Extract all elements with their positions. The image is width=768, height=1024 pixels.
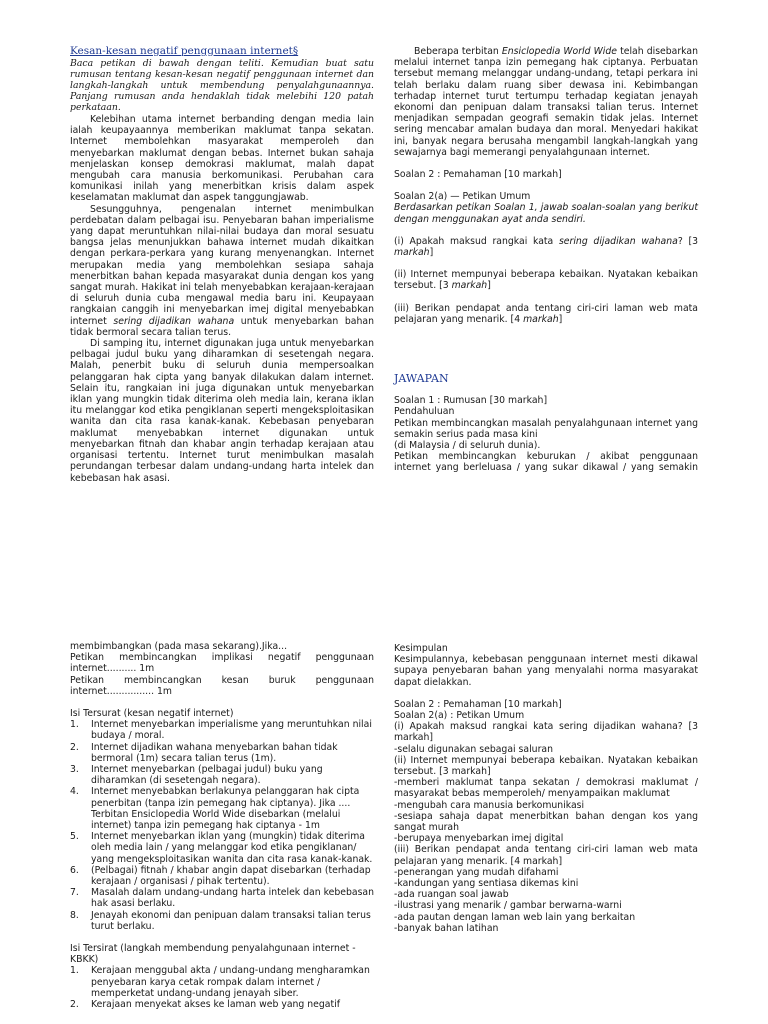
answer-iii-point: -banyak bahan latihan [394,922,499,934]
passage-continuation-column [394,46,698,474]
implicit-points-list [70,965,374,1010]
answer-iii-point: -ada pautan dengan laman web lain yang berkaitan [394,911,636,923]
list-item: 4. Internet menyebabkan berlakunya pelanggaran hak cipta penerbitan (tanpa izin pemegang hak ciptanya). Jika .... Terbitan Ensiclopedia World Wide disebarkan (melalui internet) tanpa izin pemegang hak ciptanya - 1m [70,786,360,832]
answer-column-left [70,641,374,1010]
list-item: 1. Kerajaan menggubal akta / undang-undang mengharamkan penyebaran karya cetak rompak dalam internet / memperketat undang-undang jenayah siber. [70,965,370,999]
introduction-point-3: Petikan membincangkan keburukan / akibat penggunaan internet yang berleluasa / yang sukar dikawal / yang semakin [394,451,698,474]
question-1-heading: Soalan 1 : Rumusan [30 markah] [394,395,548,407]
passage-column [70,45,374,484]
list-item: 5. Internet menyebarkan iklan yang (mungkin) tidak diterima oleh media lain / yang melanggar kod etika pengiklanan/ yang mengeksploitasikan wanita dan cita rasa kanak-kanak. [70,831,373,865]
conclusion-text: Kesimpulannya, kebebasan penggunaan internet mesti dikawal supaya penyebaran bahan yang menyalahi norma masyarakat dapat dielakkan. [394,654,698,688]
answer-ii-point: -berupaya menyebarkan imej digital [394,833,564,845]
answers-heading: JAWAPAN [394,372,449,386]
passage-paragraph-2: Sesungguhnya, pengenalan internet menimbulkan perdebatan dalam pelbagai isu. Penyebaran bahan imperialisme yang dapat meruntuhkan nilai-nilai budaya dan moral sesuatu bangsa jelas menunjukkan bahawa internet mudah dikaitkan dengan perkara-perkara yang kurang menyenangkan. Internet merupakan media yang membolehkan sesiapa sahaja menerbitkan bahan kepada masyarakat dunia dengan kos yang sangat murah. Hakikat ini telah menyebabkan kerajaan-kerajaan di seluruh dunia cuba mengawal media baru ini. Keupayaan rangkaian canggih ini menyebarkan imej digital menyebabkan internet sering dijadikan wahana untuk menyebarkan bahan tidak bermoral secara talian terus. [70,203,374,338]
list-item: 2. Kerajaan menyekat akses ke laman web yang negatif [70,999,340,1011]
passage-paragraph-4: Beberapa terbitan Ensiclopedia World Wide telah disebarkan melalui internet tanpa izin pemegang hak ciptanya. Perbuatan tersebut memang melanggar undang-undang, tetapi perkara ini telah berlaku dalam ruang siber dewasa ini. Kebimbangan terhadap internet turut tertumpu terhadap kegiatan jenayah ekonomi dan penipuan dalam transaksi talian terus. Internet menjadikan sempadan geografi semakin tidak jelas. Internet sering mencabar amalan budaya dan moral. Menyedari hakikat ini, banyak negara berusaha mengambil langkah-langkah yang sewajarnya bagi memerangi penyalahgunaan internet. [394,46,698,158]
introduction-point-2: (di Malaysia / di seluruh dunia). [394,440,541,452]
answer-line-1-end: internet.......... 1m [70,663,155,675]
question-2a-instruction: Berdasarkan petikan Soalan 1, jawab soalan-soalan yang berikut dengan menggunakan ayat anda sendiri. [394,202,698,225]
answer-ii-point: -sesiapa sahaja dapat menerbitkan bahan dengan kos yang sangat murah [394,810,698,834]
introduction-heading: Pendahuluan [394,406,455,418]
answer-i-point: -selalu digunakan sebagai saluran [394,743,553,755]
answer-ii-point: -mengubah cara manusia berkomunikasi [394,799,585,811]
passage-paragraph-3: Di samping itu, internet digunakan juga untuk menyebarkan pelbagai judul buku yang diharamkan di sesetengah negara. Malah, penerbit buku di seluruh dunia mempersoalkan pelanggaran hak cipta yang banyak dilakukan dalam internet. Selain itu, rangkaian ini juga digunakan untuk menyebarkan iklan yang mungkin tidak diterima oleh media lain, kerana iklan itu melanggar kod etika pengiklanan seperti mengeksploitasikan wanita dan cita rasa kanak-kanak. Kebebasan penyebaran maklumat menyebabkan internet digunakan untuk menyebarkan fitnah dan khabar angin terhadap kerajaan atau organisasi tertentu. Internet turut menimbulkan masalah perundangan terbesar dalam undang-undang harta intelek dan kebebasan hak asasi. [70,338,374,484]
question-2a-ii: (ii) Internet mempunyai beberapa kebaikan. Nyatakan kebaikan tersebut. [3 markah] [394,269,698,292]
answer-line-2: Petikan membincangkan kesan buruk penggunaan [70,674,374,686]
list-item: 6. (Pelbagai) fitnah / khabar angin dapat disebarkan (terhadap kerajaan / organisasi / pihak tertentu). [70,864,371,888]
list-item: 2. Internet dijadikan wahana menyebarkan bahan tidak bermoral (1m) secara talian terus (1m). [70,741,338,764]
answer-iii-point: -ada ruangan soal jawab [394,889,509,901]
list-item: 7. Masalah dalam undang-undang harta intelek dan kebebasan hak asasi berlaku. [70,887,375,910]
question-2a-heading: Soalan 2(a) — Petikan Umum [394,191,531,203]
explicit-points-heading: Isi Tersurat (kesan negatif internet) [70,708,234,720]
answer-question-iii: (iii) Berikan pendapat anda tentang ciri-ciri laman web mata pelajaran yang menarik. [4 markah] [394,844,698,867]
passage-paragraph-1: Kelebihan utama internet berbanding dengan media lain ialah keupayaannya memberikan maklumat tanpa sekatan. Internet membolehkan masyarakat memperoleh dan menyebarkan maklumat dengan bebas. Internet bukan sahaja menjelaskan konsep demokrasi maklumat, malah dapat mengubah cara manusia berkomunikasi. Perubahan cara komunikasi inilah yang menerbitkan krisis dalam aspek keselamatan maklumat dan aspek tanggungjawab. [70,114,374,204]
answer-line-2-end: internet................ 1m [70,685,172,697]
answer-iii-point: -kandungan yang sentiasa dikemas kini [394,878,579,890]
question-2a-iii: (iii) Berikan pendapat anda tentang ciri-ciri laman web mata pelajaran yang menarik. [4 markah] [394,302,698,325]
question-2a-i: (i) Apakah maksud rangkai kata sering dijadikan wahana? [3 markah] [394,235,698,259]
list-item: 8. Jenayah ekonomi dan penipuan dalam transaksi talian terus turut berlaku. [70,909,371,932]
answer-ii-point: -memberi maklumat tanpa sekatan / demokrasi maklumat / masyarakat bebas memperoleh/ menyampaikan maklumat [394,777,698,800]
question-2-heading: Soalan 2 : Pemahaman [10 markah] [394,169,562,181]
implicit-points-heading: Isi Tersirat (langkah membendung penyalahgunaan internet - KBKK) [70,943,356,966]
answer-line-1: Petikan membincangkan implikasi negatif penggunaan [70,652,374,664]
explicit-points-list [70,719,374,932]
summary-instruction: Baca petikan di bawah dengan teliti. Kemudian buat satu rumusan tentang kesan-kesan negatif penggunaan internet dan langkah-langkah untuk membendung penyalahgunaannya. Panjang rumusan anda hendaklah tidak melebihi 120 patah perkataan. [70,58,374,113]
introduction-point-1: Petikan membincangkan masalah penyalahgunaan internet yang semakin serius pada masa kini [394,417,698,440]
question-2a-answer-heading: Soalan 2(a) : Petikan Umum [394,710,525,722]
list-item: 1. Internet menyebarkan imperialisme yang meruntuhkan nilai budaya / moral. [70,719,372,742]
conclusion-heading: Kesimpulan [394,643,448,654]
introduction-continuation: membimbangkan (pada masa sekarang).Jika... [70,641,288,652]
answer-question-i: (i) Apakah maksud rangkai kata sering dijadikan wahana? [3 markah] [394,721,698,744]
question-2-answer-heading: Soalan 2 : Pemahaman [10 markah] [394,698,562,710]
answer-column-right [394,643,698,934]
list-item: 3. Internet menyebarkan (pelbagai judul) buku yang diharamkan (di sesetengah negara). [70,764,323,787]
answer-iii-point: -ilustrasi yang menarik / gambar berwarna-warni [394,900,622,912]
answer-iii-point: -penerangan yang mudah difahami [394,866,559,878]
document-title-link[interactable]: Kesan-kesan negatif penggunaan internet§ [70,45,299,57]
answer-question-ii: (ii) Internet mempunyai beberapa kebaikan. Nyatakan kebaikan tersebut. [3 markah] [394,754,698,778]
